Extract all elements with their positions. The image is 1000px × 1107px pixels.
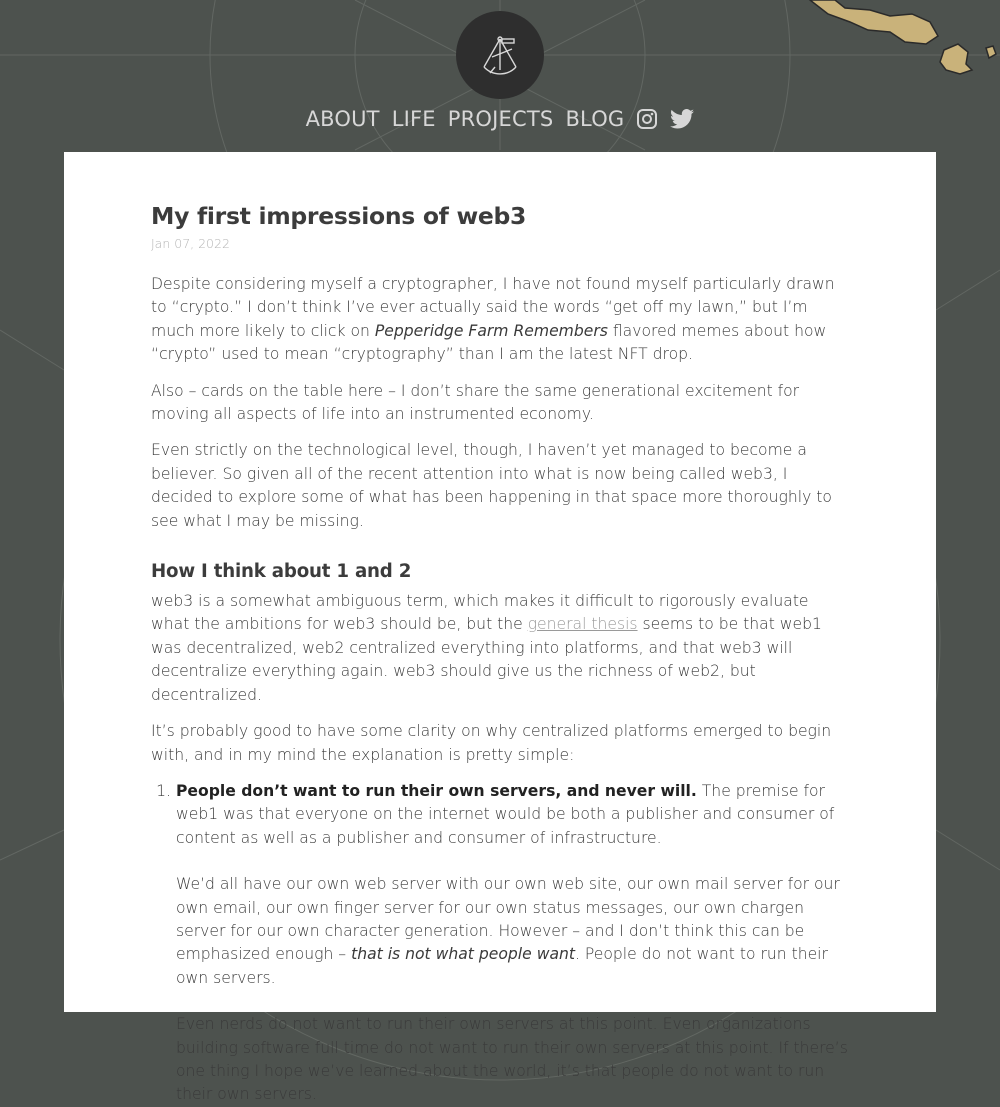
nav-life-link[interactable]: LIFE xyxy=(391,107,436,131)
list-item xyxy=(176,780,851,1107)
paragraph-1-emphasis: Pepperidge Farm Remembers xyxy=(374,321,608,340)
list-item-para-1 xyxy=(176,780,851,850)
paragraph-4-text-b: seems to be that web1 was decentralized, web2 centralized everything into platforms, and that web3 will decentralize everything again. web3 should give us the richness of web2, but decentralized. xyxy=(151,615,822,704)
list-item-text-b: We’d all have our own web server with our own web site, our own mail server for our own email, our own finger server for our own status messages, our own chargen server for our own character generation. However – and I don’t think this can be emphasized enough – xyxy=(176,875,840,964)
paragraph-1-text-a: Despite considering myself a cryptographer, I have not found myself particularly drawn to “crypto.” I don’t think I’ve ever actually said the words “get off my lawn,” but I’m much more likely to click on xyxy=(151,275,835,340)
paragraph-4-text-a: web3 is a somewhat ambiguous term, which makes it difficult to rigorously evaluate what the ambitions for web3 should be, but the xyxy=(151,592,809,634)
nav-projects-link[interactable]: PROJECTS xyxy=(447,107,554,131)
paragraph-1-text-b: flavored memes about how “crypto” used to mean “cryptography” than I am the latest NFT drop. xyxy=(151,321,827,364)
post-title: My first impressions of web3 xyxy=(151,202,527,230)
paragraph-5: It’s probably good to have some clarity on why centralized platforms emerged to begin with, and in my mind the explanation is pretty simple: xyxy=(151,722,832,764)
paragraph-3: Even strictly on the technological level, though, I haven’t yet managed to become a believer. So given all of the recent attention into what is now being called web3, I decided to explore some of what has been happening in that space more thoroughly to see what I may be missing. xyxy=(151,441,832,530)
section-heading: How I think about 1 and 2 xyxy=(151,561,412,583)
instagram-link[interactable] xyxy=(636,108,658,130)
paragraph-1 xyxy=(151,273,851,367)
list-item-text-b-end: . People do not want to run their own servers. xyxy=(176,945,828,987)
general-thesis-link[interactable]: general thesis xyxy=(527,615,638,634)
main-nav xyxy=(0,103,1000,135)
paragraph-2: Also – cards on the table here – I don’t share the same generational excitement for moving all aspects of life into an instrumented economy. xyxy=(151,381,800,424)
list-item-para-2 xyxy=(176,873,851,990)
twitter-icon xyxy=(670,108,694,130)
reasons-list xyxy=(151,780,851,1107)
nav-blog-link[interactable]: BLOG xyxy=(565,107,625,131)
post-date: Jan 07, 2022 xyxy=(151,236,230,251)
list-item-strong: People don’t want to run their own servers, and never will. xyxy=(176,781,697,800)
article-card xyxy=(64,152,936,1104)
list-item-para-3: Even nerds do not want to run their own servers at this point. Even organizations building software full time do not want to run their own servers at this point. If there’s one thing I hope we’ve learned about the world, it’s that people do not want to run their own servers. xyxy=(176,1015,848,1104)
sextant-icon xyxy=(478,33,522,77)
site-logo[interactable] xyxy=(456,11,544,99)
list-item-emphasis: that is not what people want xyxy=(351,945,575,964)
blog-post xyxy=(151,198,851,1107)
nav-about-link[interactable]: ABOUT xyxy=(305,107,380,131)
twitter-link[interactable] xyxy=(670,108,694,130)
paragraph-4 xyxy=(151,590,851,707)
instagram-icon xyxy=(636,108,658,130)
map-island-decoration xyxy=(810,0,996,74)
list-item-text-a: The premise for web1 was that everyone on the internet would be both a publisher and consumer of content as well as a publisher and consumer of infrastructure. xyxy=(176,781,835,847)
